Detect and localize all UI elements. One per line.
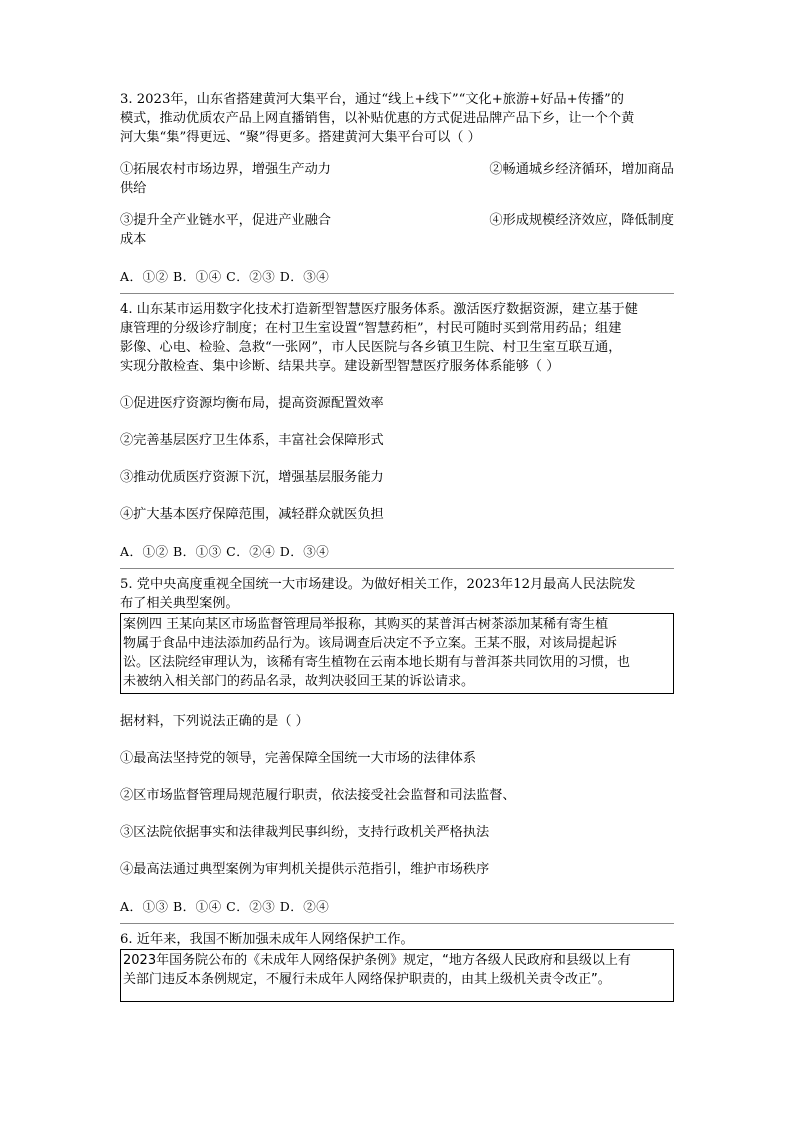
q3-answer-choices: A．①② B．①④ C．②③ D．③④: [120, 269, 330, 284]
q5-case-line: 案例四 王某向某区市场监督管理局举报称，其购买的某普洱古树茶添加某稀有寄生植: [123, 617, 609, 632]
q5-case-line: 未被纳入相关部门的药品名录，故判决驳回王某的诉讼请求。: [123, 674, 475, 689]
q4-option: ③推动优质医疗资源下沉，增强基层服务能力: [120, 470, 384, 485]
q4-stem-line: 4. 山东某市运用数字化技术打造新型智慧医疗服务体系。激活医疗数据资源，建立基于健: [120, 302, 638, 317]
q4-answer-choices: A．①② B．①③ C．②④ D．③④: [120, 544, 330, 559]
q6-stem-line: 6. 近年来，我国不断加强未成年人网络保护工作。: [120, 932, 414, 947]
q4-option: ①促进医疗资源均衡布局，提高资源配置效率: [120, 396, 384, 411]
q4-stem-line: 康管理的分级诊疗制度；在村卫生室设置“智慧药柜”，村民可随时买到常用药品；组建: [120, 321, 622, 336]
q4-stem-line: 影像、心电、检验、急救“一张网”，市人民医院与各乡镇卫生院、村卫生室互联互通，: [120, 340, 622, 355]
q5-option: ③区法院依据事实和法律裁判民事纠纷，支持行政机关严格执法: [120, 825, 490, 840]
q4-option: ②完善基层医疗卫生体系，丰富社会保障形式: [120, 433, 384, 448]
question-5: [120, 575, 674, 916]
divider: [120, 293, 674, 294]
q3-option-1: ①拓展农村市场边界，增强生产动力: [120, 162, 331, 177]
q5-case-line: 物属于食品中违法添加药品行为。该局调查后决定不予立案。王某不服，对该局提起诉: [123, 636, 618, 651]
divider: [120, 568, 674, 569]
q5-option: ②区市场监督管理局规范履行职责，依法接受社会监督和司法监督、: [120, 788, 516, 803]
q6-material-line: 关部门违反本条例规定，不履行未成年人网络保护职责的，由其上级机关责令改正”。: [123, 972, 611, 987]
q3-option-3: ③提升全产业链水平，促进产业融合: [120, 213, 331, 228]
question-3: [120, 90, 674, 286]
q5-option: ④最高法通过典型案例为审判机关提供示范指引，维护市场秩序: [120, 862, 490, 877]
question-6: [120, 930, 674, 1002]
q3-stem-line: 河大集“集”得更远、“聚”得更多。搭建黄河大集平台可以（ ）: [120, 130, 481, 145]
q3-option-2-continued: 供给: [120, 181, 147, 196]
q5-case-box: [120, 613, 674, 694]
q3-option-4-continued: 成本: [120, 232, 147, 247]
q3-option-4: ④形成规模经济效应，降低制度: [489, 213, 674, 228]
q6-material-box: [120, 949, 674, 1002]
q5-case-line: 讼。区法院经审理认为，该稀有寄生植物在云南本地长期有与普洱茶共同饮用的习惯，也: [123, 655, 631, 670]
q5-stem-line: 布了相关典型案例。: [120, 596, 239, 611]
q5-stem-line: 5. 党中央高度重视全国统一大市场建设。为做好相关工作，2023年12月最高人民法院发: [120, 577, 636, 592]
q3-option-2: ②畅通城乡经济循环，增加商品: [489, 162, 674, 177]
q5-question-stem: 据材料，下列说法正确的是（ ）: [120, 714, 309, 729]
q5-option: ①最高法坚持党的领导，完善保障全国统一大市场的法律体系: [120, 751, 477, 766]
q3-stem-line: 模式，推动优质农产品上网直播销售，以补贴优惠的方式促进品牌产品下乡，让一个个黄: [120, 111, 635, 126]
q3-stem-line: 3. 2023年，山东省搭建黄河大集平台，通过“线上+线下”“文化+旅游+好品+传播”的: [120, 92, 624, 107]
q4-option: ④扩大基本医疗保障范围，减轻群众就医负担: [120, 507, 384, 522]
divider: [120, 923, 674, 924]
question-4: [120, 300, 674, 561]
q4-stem-line: 实现分散检查、集中诊断、结果共享。建设新型智慧医疗服务体系能够（ ）: [120, 359, 560, 374]
q5-answer-choices: A．①③ B．①④ C．②③ D．②④: [120, 899, 330, 914]
exam-page: [120, 90, 674, 1002]
q6-material-line: 2023年国务院公布的《未成年人网络保护条例》规定，“地方各级人民政府和县级以上有: [123, 953, 631, 968]
